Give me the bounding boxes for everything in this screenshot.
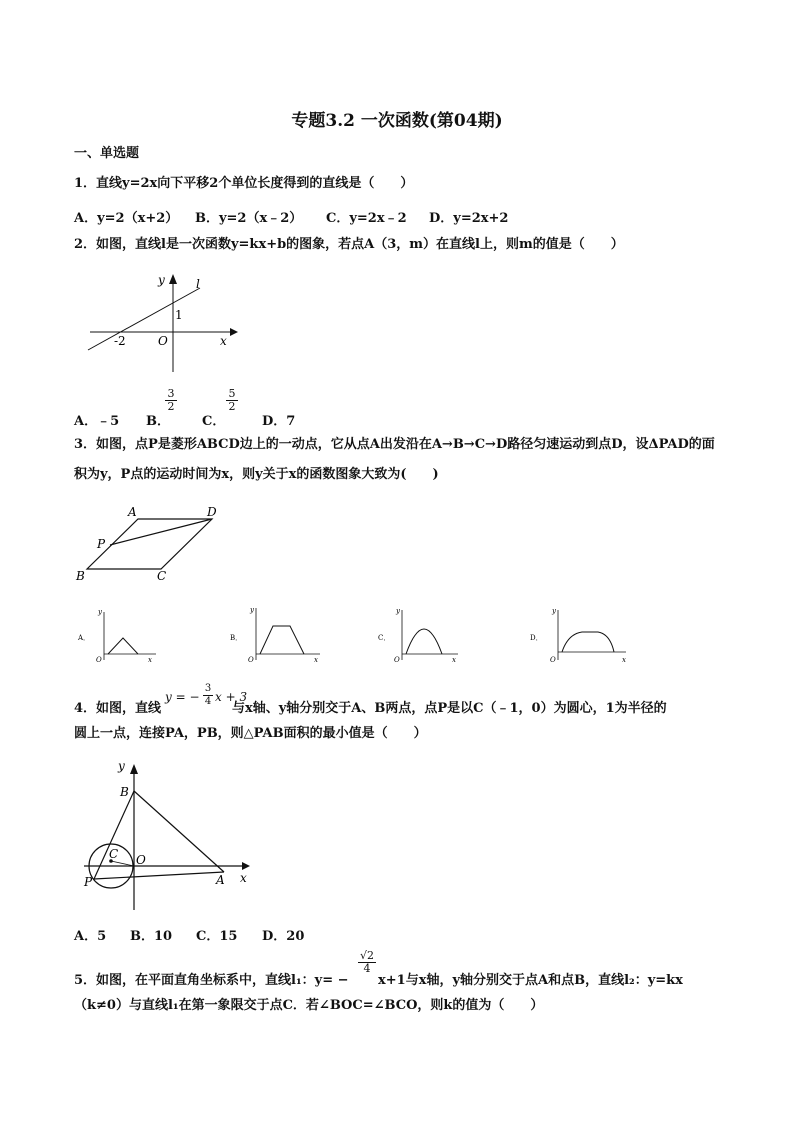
q4-formula-num: 3 bbox=[204, 683, 212, 694]
q3-rhombus bbox=[87, 519, 212, 569]
q4-formula-fraction bbox=[203, 683, 213, 708]
q3-graph-d[interactable] bbox=[528, 604, 632, 666]
q2-option-b-fraction bbox=[165, 388, 177, 413]
q3-label-d: D bbox=[207, 505, 217, 519]
q4-option-a[interactable]: A．5 bbox=[74, 929, 107, 944]
q4-formula-tail: x + 3 bbox=[215, 690, 248, 704]
q4-stem-pre: 4．如图，直线 bbox=[74, 701, 162, 716]
q2-option-a[interactable]: A．﹣5 bbox=[74, 414, 120, 429]
q3-graph-a[interactable] bbox=[76, 604, 166, 666]
q3-label-b: B bbox=[76, 569, 85, 583]
q5-stem-post: x+1与x轴，y轴分别交于点A和点B，直线l₂：y=kx bbox=[378, 973, 683, 988]
q4-formula-head: y = − bbox=[165, 690, 200, 704]
q4-option-c[interactable]: C．15 bbox=[196, 929, 238, 944]
q4-stem-line2: 圆上一点，连接PA，PB，则△PAB面积的最小值是（ ） bbox=[74, 726, 427, 741]
q4-label-p: P bbox=[84, 875, 93, 889]
svg-text:x: x bbox=[314, 656, 318, 664]
q2-c-numerator: 5 bbox=[228, 387, 236, 400]
q3-graph-d-label: D． bbox=[530, 634, 543, 642]
q4-option-d[interactable]: D．20 bbox=[262, 929, 305, 944]
q3-graph-a-label: A． bbox=[78, 634, 91, 642]
q2-option-b[interactable]: B． bbox=[146, 414, 170, 429]
svg-text:y: y bbox=[98, 608, 102, 616]
svg-text:O: O bbox=[96, 656, 102, 664]
svg-text:y: y bbox=[552, 607, 556, 615]
q4-figure bbox=[78, 758, 258, 913]
svg-text:O: O bbox=[394, 656, 400, 664]
svg-text:x: x bbox=[622, 656, 626, 664]
q1-option-a[interactable]: A．y=2（x+2） bbox=[74, 211, 179, 226]
q2-stem: 2．如图，直线l是一次函数y=kx+b的图象，若点A（3，m）在直线l上，则m的值是（ ） bbox=[74, 237, 624, 252]
q1-stem: 1．直线y=2x向下平移2个单位长度得到的直线是（ ） bbox=[74, 176, 414, 191]
q4-stem-post: 与x轴、y轴分别交于A、B两点，点P是以C（﹣1，0）为圆心，1为半径的 bbox=[232, 701, 667, 716]
q3-label-p: P bbox=[97, 537, 106, 551]
q2-c-denominator: 2 bbox=[226, 400, 238, 413]
q2-label-x: x bbox=[220, 334, 227, 348]
q3-label-c: C bbox=[157, 569, 167, 583]
q1-option-b[interactable]: B．y=2（x﹣2） bbox=[195, 211, 303, 226]
svg-text:O: O bbox=[550, 656, 556, 664]
q2-option-c[interactable]: C． bbox=[202, 414, 226, 429]
q2-x-arrow bbox=[230, 328, 238, 336]
q4-option-b[interactable]: B．10 bbox=[130, 929, 173, 944]
q5-fraction-num: √2 bbox=[359, 949, 374, 962]
q2-y-arrow bbox=[169, 274, 177, 284]
q5-fraction-den: 4 bbox=[358, 962, 376, 975]
q3-label-a: A bbox=[128, 505, 137, 519]
q2-label-neg2: -2 bbox=[114, 334, 126, 348]
svg-text:y: y bbox=[396, 607, 400, 615]
q4-line-ab bbox=[134, 791, 224, 872]
q4-label-o: O bbox=[136, 853, 146, 867]
q2-option-c-fraction bbox=[226, 388, 238, 413]
q4-formula-den: 4 bbox=[204, 696, 212, 707]
q4-segment-pa bbox=[94, 872, 224, 879]
q2-label-l: l bbox=[196, 277, 200, 291]
q2-label-1: 1 bbox=[175, 308, 183, 322]
q3-rhombus-figure bbox=[70, 500, 230, 590]
svg-text:x: x bbox=[148, 656, 152, 664]
q2-figure bbox=[80, 268, 250, 378]
section-heading: 一、单选题 bbox=[74, 146, 140, 161]
q1-option-c[interactable]: C．y=2x﹣2 bbox=[326, 211, 407, 226]
q3-graph-b-label: B． bbox=[230, 634, 243, 642]
q4-label-b: B bbox=[120, 785, 129, 799]
q2-b-denominator: 2 bbox=[165, 400, 177, 413]
q3-graph-c-label: C． bbox=[378, 634, 391, 642]
q5-stem-pre: 5．如图，在平面直角坐标系中，直线l₁：y= − bbox=[74, 973, 349, 988]
svg-text:O: O bbox=[248, 656, 254, 664]
page-title: 专题3.2 一次函数(第04期) bbox=[291, 111, 503, 131]
q2-b-numerator: 3 bbox=[167, 387, 175, 400]
q2-label-y: y bbox=[158, 273, 165, 287]
svg-text:y: y bbox=[250, 606, 254, 614]
q4-label-a: A bbox=[216, 873, 225, 887]
q2-option-d[interactable]: D．7 bbox=[262, 414, 296, 429]
q1-option-d[interactable]: D．y=2x+2 bbox=[429, 211, 509, 226]
q5-fraction bbox=[358, 950, 376, 975]
q3-stem-line2: 积为y，P点的运动时间为x，则y关于x的函数图象大致为( ) bbox=[74, 467, 439, 482]
q4-label-c: C bbox=[109, 847, 119, 861]
q2-label-o: O bbox=[158, 334, 168, 348]
q3-stem-line1: 3．如图，点P是菱形ABCD边上的一动点，它从点A出发沿在A→B→C→D路径匀速运动到点D，设ΔPAD的面 bbox=[74, 437, 715, 452]
q5-stem-line2: （k≠0）与直线l₁在第一象限交于点C．若∠BOC=∠BCO，则k的值为（ ） bbox=[74, 998, 544, 1013]
svg-text:x: x bbox=[452, 656, 456, 664]
q4-label-x: x bbox=[240, 871, 247, 885]
q4-label-y: y bbox=[118, 759, 125, 773]
q3-graph-c[interactable] bbox=[376, 604, 466, 666]
q3-graph-b[interactable] bbox=[228, 604, 328, 666]
q2-line-l bbox=[88, 288, 200, 350]
